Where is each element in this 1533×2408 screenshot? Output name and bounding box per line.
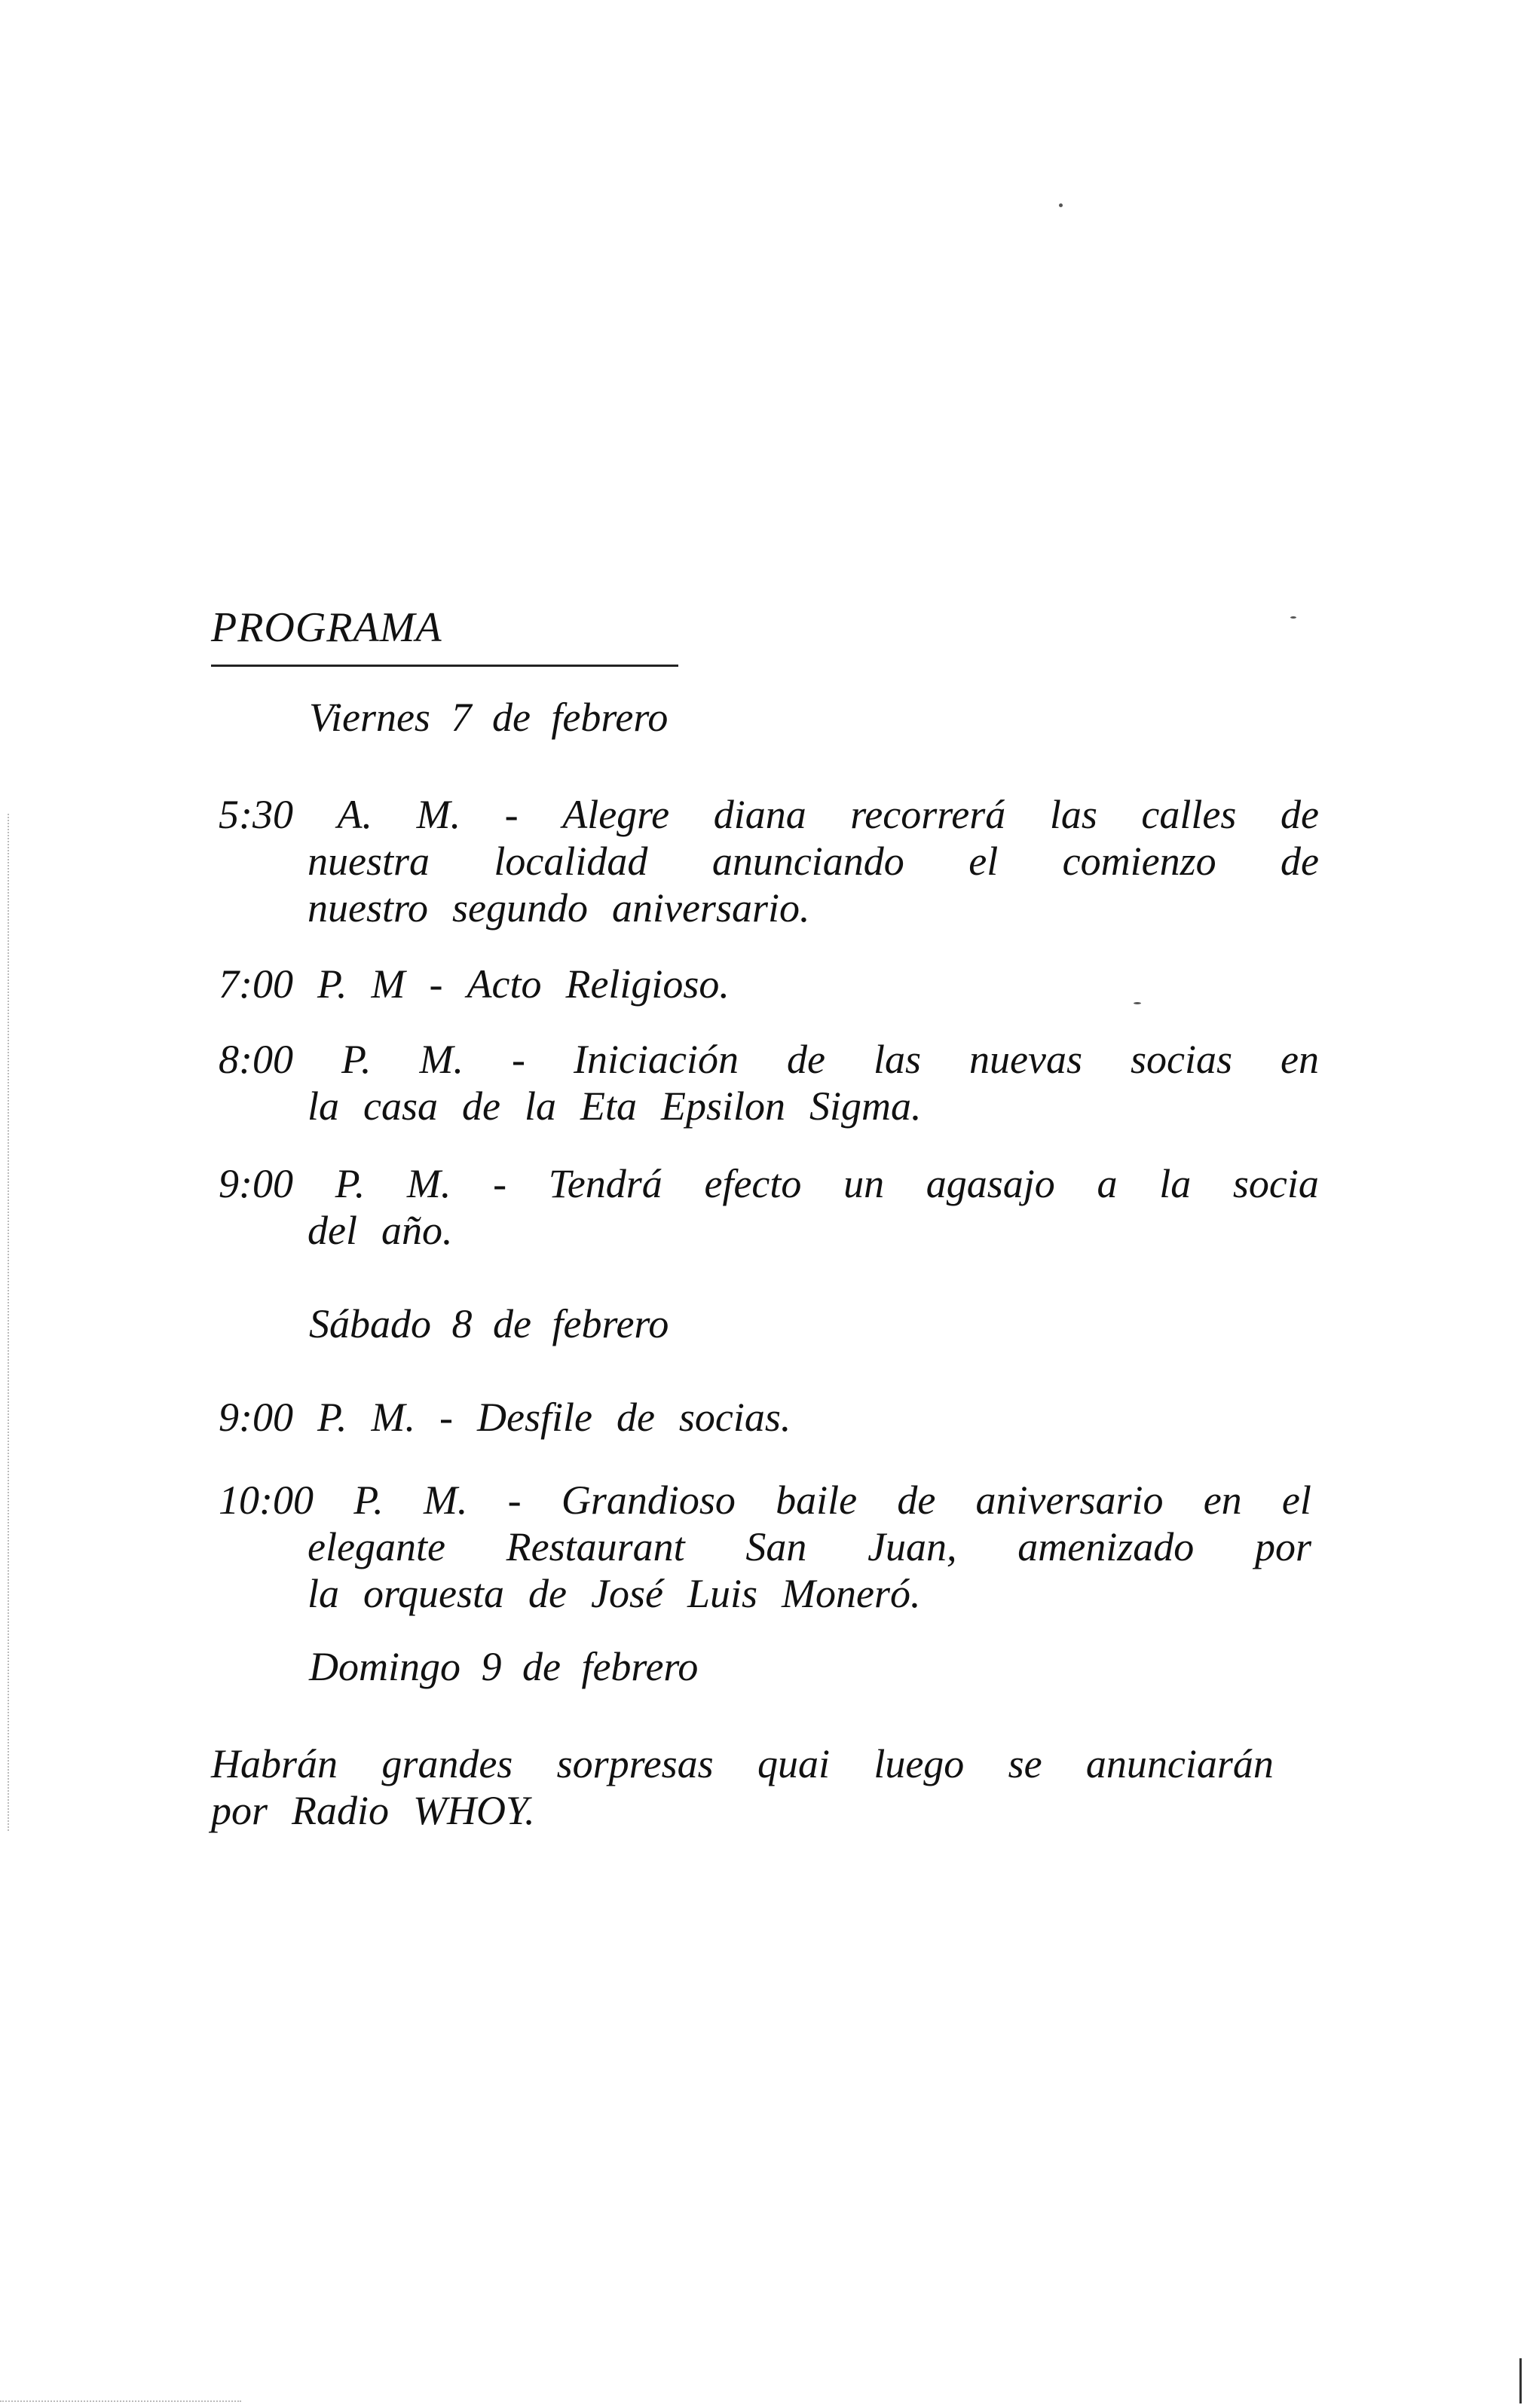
word: por xyxy=(1254,1524,1311,1569)
entry-continuation-line xyxy=(219,838,1319,885)
word: de xyxy=(787,1037,825,1082)
word: 5:30 xyxy=(219,792,293,837)
closing-note xyxy=(211,1740,1274,1834)
day-heading-friday: Viernes 7 de febrero xyxy=(309,695,669,740)
schedule-entry xyxy=(219,1036,1319,1129)
speck xyxy=(1134,1002,1141,1004)
schedule-entry xyxy=(219,961,822,1007)
word: el xyxy=(1281,1477,1311,1523)
word: de xyxy=(1281,839,1319,884)
word: 7:00 xyxy=(219,961,293,1007)
word: aniversario. xyxy=(611,885,810,931)
entry-first-line xyxy=(219,1160,1319,1207)
schedule-entry xyxy=(219,791,1319,931)
word: nuevas xyxy=(969,1037,1082,1082)
word: de xyxy=(462,1083,500,1129)
word: calles xyxy=(1141,792,1237,837)
word: anunciando xyxy=(711,839,904,884)
word: Alegre xyxy=(562,792,670,837)
word: comienzo xyxy=(1062,839,1216,884)
word: socias. xyxy=(678,1395,791,1440)
word: - xyxy=(429,961,443,1007)
word: de xyxy=(897,1477,936,1523)
word: M. xyxy=(406,1161,451,1206)
entry-first-line xyxy=(219,1036,1319,1083)
word: M. xyxy=(423,1477,468,1523)
word: Habrán xyxy=(211,1741,338,1786)
word: Tendrá xyxy=(548,1161,662,1206)
entry-first-line xyxy=(219,1394,889,1441)
word: Religioso. xyxy=(565,961,730,1007)
word: Iniciación xyxy=(574,1037,739,1082)
word: sorpresas xyxy=(556,1741,714,1786)
word: P. xyxy=(341,1037,372,1082)
word: orquesta xyxy=(363,1571,505,1616)
word: las xyxy=(873,1037,922,1082)
word: José xyxy=(590,1571,663,1616)
word: año. xyxy=(381,1208,453,1253)
word: amenizado xyxy=(1017,1524,1195,1569)
word: nuestra xyxy=(308,839,430,884)
program-heading: PROGRAMA xyxy=(211,604,442,651)
word: 10:00 xyxy=(219,1477,314,1523)
word: quai xyxy=(757,1741,831,1786)
entry-first-line xyxy=(219,791,1319,838)
word: agasajo xyxy=(926,1161,1055,1206)
word: segundo xyxy=(452,885,588,931)
entry-first-line xyxy=(219,961,822,1007)
bottom-specks xyxy=(0,2400,241,2403)
word: Luis xyxy=(687,1571,757,1616)
word: el xyxy=(968,839,999,884)
word: Juan, xyxy=(867,1524,957,1569)
word: - xyxy=(512,1037,526,1082)
word: WHOY. xyxy=(413,1788,535,1833)
word: baile xyxy=(776,1477,858,1523)
word: un xyxy=(843,1161,885,1206)
word: del xyxy=(308,1208,357,1253)
closing-line-2 xyxy=(211,1787,1274,1834)
entry-continuation-line xyxy=(219,1207,1319,1254)
schedule-entry xyxy=(219,1160,1319,1254)
word: - xyxy=(504,792,519,837)
word: nuestro xyxy=(308,885,428,931)
word: P. xyxy=(335,1161,366,1206)
word: la xyxy=(524,1083,556,1129)
word: 9:00 xyxy=(219,1161,293,1206)
word: la xyxy=(308,1083,340,1129)
entry-continuation-line xyxy=(219,885,1319,931)
word: casa xyxy=(363,1083,438,1129)
speck xyxy=(1290,616,1296,619)
speck xyxy=(1059,203,1063,207)
entry-continuation-line xyxy=(219,1570,1311,1617)
entry-continuation-line xyxy=(219,1083,1319,1129)
word: M. xyxy=(371,1395,415,1440)
word: de xyxy=(1280,792,1319,837)
day-heading-sunday: Domingo 9 de febrero xyxy=(309,1644,699,1689)
heading-underline xyxy=(211,665,678,667)
margin-specks xyxy=(8,814,11,1831)
entry-first-line xyxy=(219,1477,1311,1523)
word: socias xyxy=(1131,1037,1232,1082)
word: P. xyxy=(317,1395,347,1440)
closing-line-1 xyxy=(211,1740,1274,1787)
word: - xyxy=(493,1161,507,1206)
word: grandes xyxy=(381,1741,513,1786)
word: Acto xyxy=(467,961,542,1007)
schedule-entry xyxy=(219,1477,1311,1617)
schedule-entry xyxy=(219,1394,889,1441)
word: San xyxy=(745,1524,807,1569)
word: 8:00 xyxy=(219,1037,293,1082)
word: la xyxy=(308,1571,340,1616)
word: Grandioso xyxy=(561,1477,736,1523)
word: M. xyxy=(419,1037,464,1082)
word: luego xyxy=(874,1741,965,1786)
corner-mark xyxy=(1519,2358,1522,2403)
word: A. xyxy=(337,792,373,837)
word: - xyxy=(439,1395,453,1440)
word: Epsilon xyxy=(660,1083,785,1129)
word: efecto xyxy=(704,1161,802,1206)
word: localidad xyxy=(494,839,648,884)
word: anunciarán xyxy=(1085,1741,1274,1786)
word: se xyxy=(1008,1741,1042,1786)
word: de xyxy=(528,1571,567,1616)
word: P. xyxy=(317,961,347,1007)
word: por xyxy=(211,1788,268,1833)
word: Moneró. xyxy=(782,1571,921,1616)
entry-continuation-line xyxy=(219,1523,1311,1570)
word: la xyxy=(1159,1161,1192,1206)
day-heading-saturday: Sábado 8 de febrero xyxy=(309,1301,669,1346)
word: 9:00 xyxy=(219,1395,293,1440)
word: socia xyxy=(1232,1161,1319,1206)
word: Desfile xyxy=(476,1395,592,1440)
word: M. xyxy=(416,792,461,837)
word: M xyxy=(371,961,405,1007)
word: Radio xyxy=(292,1788,390,1833)
word: - xyxy=(507,1477,522,1523)
word: Eta xyxy=(580,1083,637,1129)
word: elegante xyxy=(308,1524,445,1569)
word: en xyxy=(1281,1037,1319,1082)
word: P. xyxy=(353,1477,384,1523)
word: a xyxy=(1097,1161,1118,1206)
word: las xyxy=(1049,792,1097,837)
word: de xyxy=(616,1395,655,1440)
word: aniversario xyxy=(975,1477,1164,1523)
word: Sigma. xyxy=(809,1083,922,1129)
word: recorrerá xyxy=(850,792,1006,837)
word: Restaurant xyxy=(506,1524,685,1569)
word: diana xyxy=(713,792,806,837)
word: en xyxy=(1203,1477,1242,1523)
